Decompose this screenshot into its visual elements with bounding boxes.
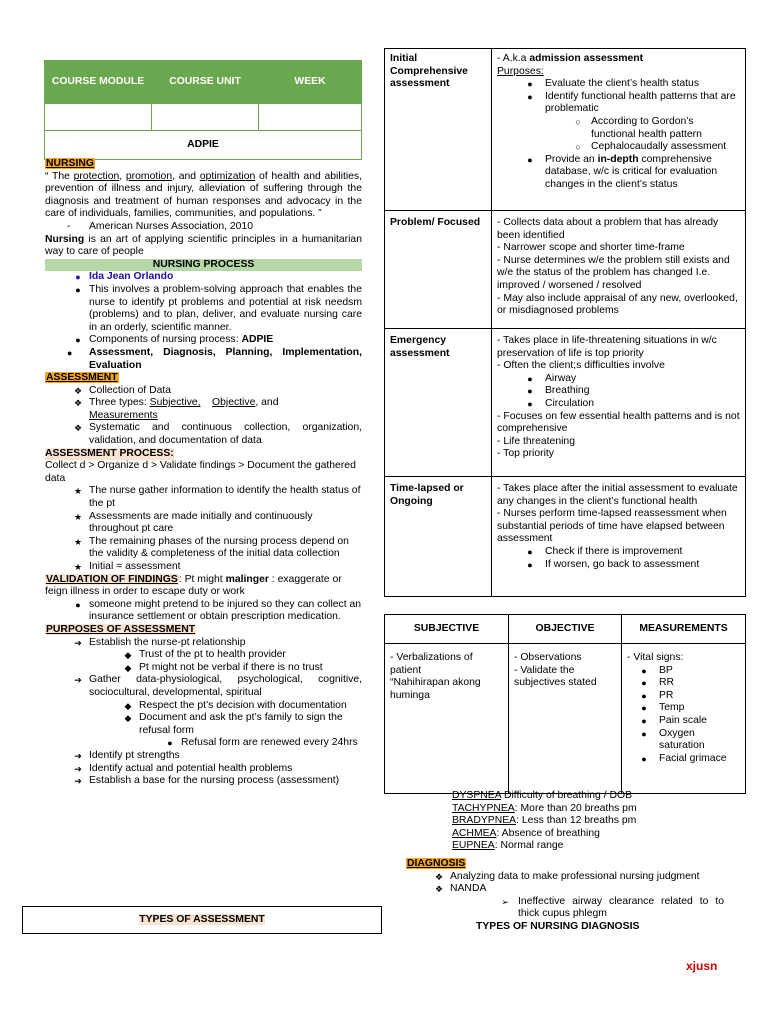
validation-of-findings: VALIDATION OF FINDINGS: Pt might malinger : exaggerate or feign illness in order to escape duty or work xyxy=(45,573,342,598)
list-item: ❖ Systematic and continuous collection, organization, validation, and documentation of data xyxy=(67,422,362,447)
left-column xyxy=(45,158,362,788)
subjective-cell: - Verbalizations of patient “Nahihirapan akong huminga xyxy=(385,644,509,794)
list-item: ◆ Trust of the pt to health provider xyxy=(67,649,362,662)
list-item: ★ Assessments are made initially and continuously throughout pt care xyxy=(67,511,362,536)
course-unit-cell xyxy=(152,104,259,131)
measurements-header: MEASUREMENTS xyxy=(622,615,746,644)
arrow-icon: ➔ xyxy=(74,763,82,774)
types-of-nursing-diagnosis: TYPES OF NURSING DIAGNOSIS xyxy=(476,920,640,932)
list-item: ➢ Ineffective airway clearance related to to thick cupus phlegm xyxy=(428,896,724,921)
diamond-filled-icon: ◆ xyxy=(124,713,132,724)
nursing-process-list xyxy=(45,271,362,372)
table-row xyxy=(385,644,746,794)
week-header: WEEK xyxy=(259,61,362,104)
arrow-icon: ➔ xyxy=(74,637,82,648)
data-types-table xyxy=(384,614,746,794)
objective-cell: - Observations - Validate the subjectives stated xyxy=(509,644,622,794)
list-item: ➔ Identify pt strengths xyxy=(67,750,362,763)
assessment-types-table xyxy=(384,48,746,597)
watermark: xjusn xyxy=(686,959,718,973)
list-item: DYSPNEA Difficulty of breathing / DOB xyxy=(452,790,632,801)
nursing-attribution: - American Nurses Association, 2010 xyxy=(67,220,254,232)
measurements-cell: - Vital signs: ● BP ● RR ● PR ● Temp ● Pain scale ● Oxygen saturation ● Facial grimace xyxy=(622,644,746,794)
list-item: ◆ Pt might not be verbal if there is no trust xyxy=(67,662,362,675)
assessment-list xyxy=(45,385,362,448)
arrow-icon: ➔ xyxy=(74,675,82,686)
objective-header: OBJECTIVE xyxy=(509,615,622,644)
list-item: BRADYPNEA: Less than 12 breaths pm xyxy=(452,815,637,827)
course-unit-header: COURSE UNIT xyxy=(152,61,259,104)
nursing-process-heading: NURSING PROCESS xyxy=(45,259,362,272)
nursing-art: Nursing is an art of applying scientific principles in a humanitarian way to care of people xyxy=(45,233,362,258)
list-item: ● Components of nursing process: ADPIE xyxy=(75,334,274,346)
list-item: ❖ Three types: Subjective, Objective, and Measurements xyxy=(67,397,362,422)
list-item: TACHYPNEA: More than 20 breaths pm xyxy=(452,802,637,814)
list-item: ● someone might pretend to be injured so they can collect an insurance settlement or obtain prescription medication. xyxy=(75,598,362,623)
list-item: ● Assessment, Diagnosis, Planning, Implementation, Evaluation xyxy=(67,346,362,371)
assessment-process-heading: ASSESSMENT PROCESS: xyxy=(45,447,174,459)
table-row xyxy=(385,329,746,477)
assessment-process-flow: Collect d > Organize d > Validate findings > Document the gathered data xyxy=(45,460,356,484)
list-item: ◆ Respect the pt’s decision with documentation xyxy=(67,700,362,713)
assessment-heading: ASSESSMENT xyxy=(46,372,118,384)
types-of-assessment-title: TYPES OF ASSESSMENT xyxy=(139,914,265,925)
validation-list xyxy=(45,599,362,624)
purposes-list xyxy=(45,637,362,788)
types-of-assessment-box xyxy=(22,906,382,934)
arrow-icon: ➔ xyxy=(74,776,82,787)
star-icon: ★ xyxy=(73,486,83,497)
list-item: ➔ Establish the nurse-pt relationship xyxy=(67,637,362,650)
type-cell: Time-lapsed or Ongoing xyxy=(385,477,492,597)
list-item: ● This involves a problem-solving approach that enables the nurse to identify pt problems and potential at risk needsm (problems) and to plan, deliver, and evaluate nursing care in an orderly, scientific manner. xyxy=(75,283,362,333)
star-icon: ★ xyxy=(73,511,83,522)
list-item: ❖ Analyzing data to make professional nursing judgment xyxy=(428,871,724,884)
purposes-heading: PURPOSES OF ASSESSMENT xyxy=(46,623,196,635)
subjective-header: SUBJECTIVE xyxy=(385,615,509,644)
list-item: ★ Initial = assessment xyxy=(67,561,362,574)
detail-cell: - Takes place after the initial assessment to evaluate any changes in the client’s functional health - Nurses perform time-lapsed reassessment when substantial periods of time have elapsed between assessment ● Check if there is improvement ● If worsen, go back to assessment xyxy=(492,477,746,597)
detail-cell: - Takes place in life-threatening situations in w/c preservation of life is top priority - Often the client;s difficulties involve ● Airway ● Breathing ● Circulation - Focuses on few essential health patterns and is not comprehensive - Life threatening - Top priority xyxy=(492,329,746,477)
list-item: ◆ Document and ask the pt’s family to sign the refusal form xyxy=(67,712,362,737)
diamond-bullet-icon: ❖ xyxy=(434,884,444,895)
list-item: ★ The remaining phases of the nursing process depend on the validity & completeness of the initial data collection xyxy=(67,536,362,561)
list-item: ● Refusal form are renewed every 24hrs xyxy=(167,737,358,749)
type-cell: Initial Comprehensive assessment xyxy=(385,49,492,211)
list-item: ➔ Establish a base for the nursing process (assessment) xyxy=(67,775,362,788)
breathing-terms xyxy=(452,790,752,853)
list-item: ❖ NANDA xyxy=(428,883,724,896)
arrow-icon: ➔ xyxy=(74,750,82,761)
nursing-heading: NURSING xyxy=(46,158,94,169)
assessment-process-list xyxy=(45,485,362,573)
list-item: ACHMEA: Absence of breathing xyxy=(452,827,600,839)
course-table xyxy=(44,60,362,160)
table-row xyxy=(385,211,746,329)
star-icon: ★ xyxy=(73,562,83,572)
type-cell: Problem/ Focused xyxy=(385,211,492,329)
diamond-filled-icon: ◆ xyxy=(124,700,132,711)
circle-bullet-icon: ○ xyxy=(575,116,581,127)
star-icon: ★ xyxy=(73,536,83,547)
list-item: ➔ Identify actual and potential health problems xyxy=(67,763,362,776)
diamond-bullet-icon: ❖ xyxy=(73,423,83,434)
course-module-cell xyxy=(45,104,152,131)
nursing-definition: “ The protection, promotion, and optimization of health and abilities, prevention of illness and injury, alleviation of suffering through the diagnosis and treatment of human responses and advocacy in the care of individuals, families, communities, and populations. ” xyxy=(45,170,363,220)
type-cell: Emergency assessment xyxy=(385,329,492,477)
list-item: ● Ida Jean Orlando xyxy=(75,271,174,283)
table-row xyxy=(385,615,746,644)
diagnosis-section xyxy=(406,858,724,934)
detail-cell: - Collects data about a problem that has already been identified - Narrower scope and shorter time-frame - Nurse determines w/e the problem still exists and w/e the status of the problem has changed I.e. improved / worsened / resolved - May also include appraisal of any new, overlooked, or misdiagnosed problems xyxy=(492,211,746,329)
diagnosis-heading: DIAGNOSIS xyxy=(407,858,466,869)
diamond-bullet-icon: ❖ xyxy=(73,398,83,409)
diamond-bullet-icon: ❖ xyxy=(73,385,83,396)
table-row xyxy=(385,477,746,597)
course-module-header: COURSE MODULE xyxy=(45,61,152,104)
list-item: EUPNEA: Normal range xyxy=(452,840,564,852)
list-item: ★ The nurse gather information to identify the health status of the pt xyxy=(67,485,362,510)
diamond-bullet-icon: ❖ xyxy=(434,871,444,882)
detail-cell: - A.k.a admission assessment Purposes: ● Evaluate the client’s health status ● Identify functional health patterns that are problematic ○ According to Gordon’s functional health pattern ○ Cephalocaudally assessment ● Provide an in-depth comprehensive database, w/c is critical for evaluation changes in the client’s status xyxy=(492,49,746,211)
diamond-filled-icon: ◆ xyxy=(124,662,132,673)
arrowhead-icon: ➢ xyxy=(501,896,509,907)
list-item: ➔ Gather data-physiological, psychological, cognitive, sociocultural, developmental, spiritual xyxy=(67,674,362,699)
diamond-filled-icon: ◆ xyxy=(124,650,132,661)
list-item: ❖ Collection of Data xyxy=(67,385,362,398)
circle-bullet-icon: ○ xyxy=(575,142,581,153)
adpie-title: ADPIE xyxy=(45,131,362,160)
week-cell xyxy=(259,104,362,131)
table-row xyxy=(385,49,746,211)
